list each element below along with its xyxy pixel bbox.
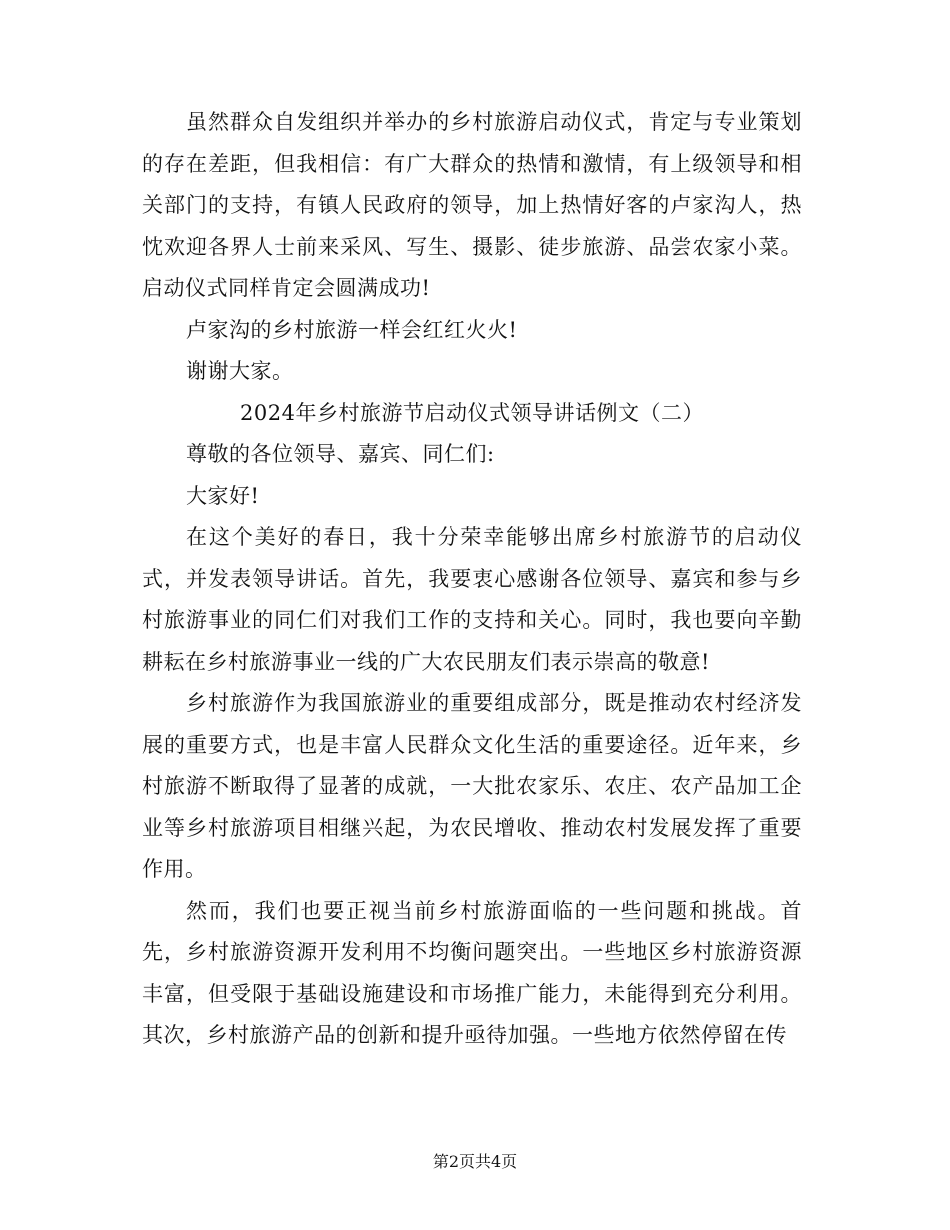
paragraph-salutation: 尊敬的各位领导、嘉宾、同仁们:	[186, 442, 495, 466]
paragraph-thanks: 谢谢大家。	[186, 359, 294, 383]
document-body	[142, 102, 802, 1057]
paragraph-challenges: 然而，我们也要正视当前乡村旅游面临的一些问题和挑战。首先，乡村旅游资源开发利用不均衡问题突出。一些地区乡村旅游资源丰富，但受限于基础设施建设和市场推广能力，未能得到充分利用。其次，乡村旅游产品的创新和提升亟待加强。一些地方依然停留在传	[142, 898, 802, 1047]
paragraph-wish: 卢家沟的乡村旅游一样会红红火火!	[186, 317, 518, 342]
page-number-footer: 第2页共4页	[432, 1152, 518, 1171]
paragraph-greeting: 大家好!	[186, 483, 260, 508]
paragraph-opening: 在这个美好的春日，我十分荣幸能够出席乡村旅游节的启动仪式，并发表领导讲话。首先，我要衷心感谢各位领导、嘉宾和参与乡村旅游事业的同仁们对我们工作的支持和关心。同时，我也要向辛勤耕耘在乡村旅游事业一线的广大农民朋友们表示崇高的敬意!	[142, 525, 802, 674]
paragraph-closing-remarks: 虽然群众自发组织并举办的乡村旅游启动仪式，肯定与专业策划的存在差距，但我相信：有广大群众的热情和激情，有上级领导和相关部门的支持，有镇人民政府的领导，加上热情好客的卢家沟人，热忱欢迎各界人士前来采风、写生、摄影、徒步旅游、品尝农家小菜。启动仪式同样肯定会圆满成功!	[142, 110, 802, 300]
section-title: 2024年乡村旅游节启动仪式领导讲话例文（二）	[240, 400, 704, 425]
paragraph-significance: 乡村旅游作为我国旅游业的重要组成部分，既是推动农村经济发展的重要方式，也是丰富人民群众文化生活的重要途径。近年来，乡村旅游不断取得了显著的成就，一大批农家乐、农庄、农产品加工企业等乡村旅游项目相继兴起，为农民增收、推动农村发展发挥了重要作用。	[142, 691, 802, 881]
